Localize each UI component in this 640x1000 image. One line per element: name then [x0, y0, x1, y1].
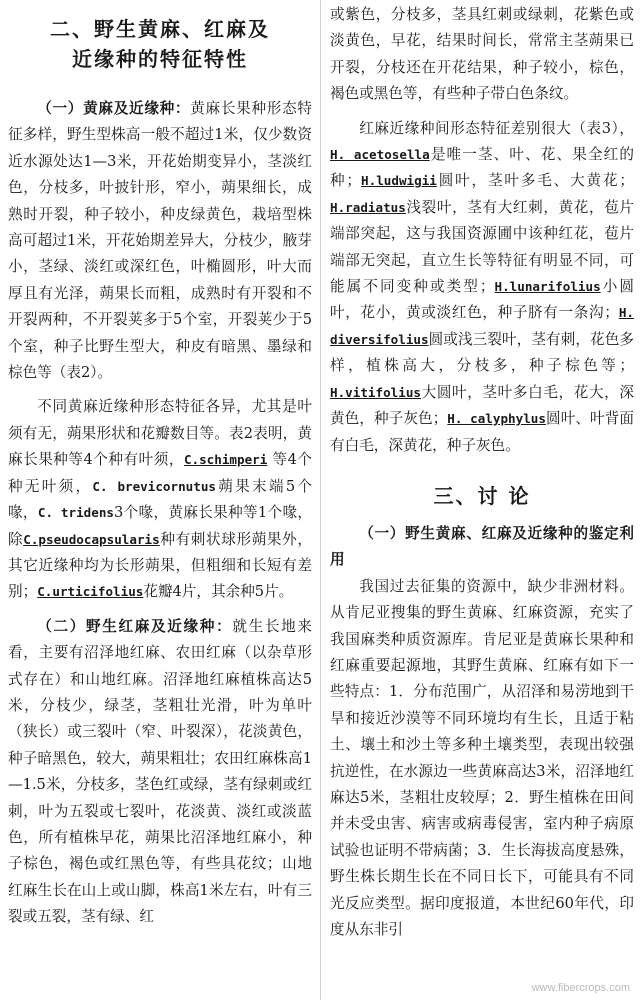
paragraph-kenaf-kin	[330, 116, 634, 459]
subsection-heading-kenaf: （二）野生红麻及近缘种：	[37, 617, 233, 635]
section-title-3: 三、讨 论	[433, 483, 531, 508]
species-name: C. brevicornutus	[92, 478, 217, 494]
subsection-heading-jute: （一）黄麻及近缘种：	[37, 100, 191, 117]
species-name: H.ludwigii	[361, 173, 437, 189]
text-run: 圆叶、叶背面有白毛，深黄花，种子灰色。	[330, 410, 634, 454]
text-run: 红麻近缘种间形态特征差别很大（表3），	[359, 119, 634, 137]
paragraph-kenaf-continued: 或紫色，分枝多，茎具红刺或绿刺，花紫色或淡黄色，早花，结果时间长，常常主茎蒴果已开裂，分枝还在开花结果，种子较小，棕色，褐色或黑色等，有些种子带白色条纹。	[330, 6, 634, 103]
species-name: C.pseudocapsularis	[23, 531, 160, 547]
text-run: 3个喙，黄麻长果种等1个喙，除	[8, 504, 312, 548]
right-column	[330, 2, 634, 943]
text-run: 小圆叶，花小，黄或淡红色，种子脐有一条沟；	[330, 278, 634, 322]
text-run: 等4个种无叶须，	[8, 451, 312, 495]
text-run: 大圆叶，茎叶多白毛，花大，深黄色，种子灰色；	[330, 383, 634, 428]
text-run: 种有刺状球形蒴果外，其它近缘种均为长形蒴果，但粗细和长短有差别；	[8, 530, 312, 601]
species-name: H.radiatus	[330, 199, 406, 215]
species-name: H. calyphylus	[447, 411, 546, 427]
section-title-2-line2: 近缘种的特征特性	[72, 47, 248, 71]
left-column	[8, 14, 312, 931]
text-run: 蒴果末端5个喙，	[8, 477, 312, 522]
paragraph-kenaf-wild	[8, 614, 312, 931]
text-run: 不同黄麻近缘种形态特征各异，尤其是叶须有无，蒴果形状和花瓣数目等。表2表明，黄麻长果种等4个种有叶须，	[8, 398, 312, 469]
subsection-heading-identification: （一）野生黄麻、红麻及近缘种的鉴定利用	[330, 524, 634, 569]
text-run: 浅裂叶，茎有大红刺，黄花，苞片端部突起，这与我国资源圃中该种红花，苞片端部无突起，直立生长等特征有明显不同，可能属不同变种或类型；	[330, 198, 634, 296]
species-name: C. tridens	[37, 505, 115, 521]
text-run: 圆或浅三裂叶，茎有刺，花色多样，植株高大，分枝多，种子棕色等；	[330, 330, 634, 375]
text-run: 是唯一茎、叶、花、果全红的种；	[330, 146, 634, 190]
paragraph-jute-kin	[8, 394, 312, 605]
species-name: H.lunarifolius	[494, 279, 601, 295]
species-name: C.urticifolius	[37, 584, 144, 600]
species-name: H.vitifolius	[330, 384, 421, 400]
watermark: www.fibercrops.com	[531, 982, 630, 994]
species-name: C.schimperi	[183, 452, 268, 468]
species-name: H. acetosella	[330, 147, 430, 163]
column-divider	[320, 0, 321, 1000]
section-title-2-line1: 二、野生黄麻、红麻及	[50, 17, 270, 41]
species-name: H. diversifolius	[330, 305, 634, 347]
text-run: 花瓣4片，其余种5片。	[143, 583, 294, 601]
text-run: 圆叶，茎叶多毛、大黄花；	[436, 172, 634, 190]
paragraph-text: 黄麻长果种形态特征多样，野生型株高一般不超过1米，仅少数资近水源处达1—3米，开花始期变异小，茎淡红色，分枝多，叶披针形，窄小，蒴果细长，成熟时开裂，种子较小，种皮绿黄色，栽培型株高可超过1米，开花始期差异大，分枝少，腋芽小，茎绿、淡红或深红色，叶椭圆形，叶大而厚且有光泽，蒴果长而粗，成熟时有开裂和不开裂两种，不开裂荚多于5个室，开裂荚少于5个室，种子比野生型大，种皮有暗黑、墨绿和棕色等（表2）。	[8, 100, 312, 382]
paragraph-discussion: 我国过去征集的资源中，缺少非洲材料。从肯尼亚搜集的野生黄麻、红麻资源，充实了我国麻类种质资源库。肯尼亚是黄麻长果种和红麻重要起源地，其野生黄麻、红麻有如下一些特点：1．分布范围广，从沼泽和易涝地到干旱和接近沙漠等不同环境均有生长，且适于粘土、壤土和沙土等多种土壤类型，表现出较强抗逆性，在水源边一些黄麻高达3米，沼泽地红麻达5米，茎粗壮皮较厚；2．野生植株在田间并未受虫害、病害或病毒侵害，室内种子病原试验也证明不带病菌；3．生长海拔高度悬殊，野生株长期生长在不同日长下，可能具有不同光反应类型。据印度报道，本世纪60年代，印度从东非引	[330, 577, 634, 938]
paragraph-jute-wild	[8, 96, 312, 386]
paragraph-text: 就生长地来看，主要有沼泽地红麻、农田红麻（以杂草形式存在）和山地红麻。沼泽地红麻植株高达5米，分枝少，绿茎，茎粗壮光滑，叶为单叶（狭长）或三裂叶（窄、叶裂深），花淡黄色，种子暗黑色，较大，蒴果粗壮；农田红麻株高1—1.5米，分枝多，茎色红或绿，茎有绿刺或红刺，叶为五裂或七裂叶，花淡黄、淡红或淡蓝色，所有植株早花，蒴果比沼泽地红麻小，种子棕色，褐色或红黑色等，有些具花纹；山地红麻生长在山上或山脚，株高1米左右，叶有三裂或五裂，茎有绿、红	[8, 617, 312, 926]
